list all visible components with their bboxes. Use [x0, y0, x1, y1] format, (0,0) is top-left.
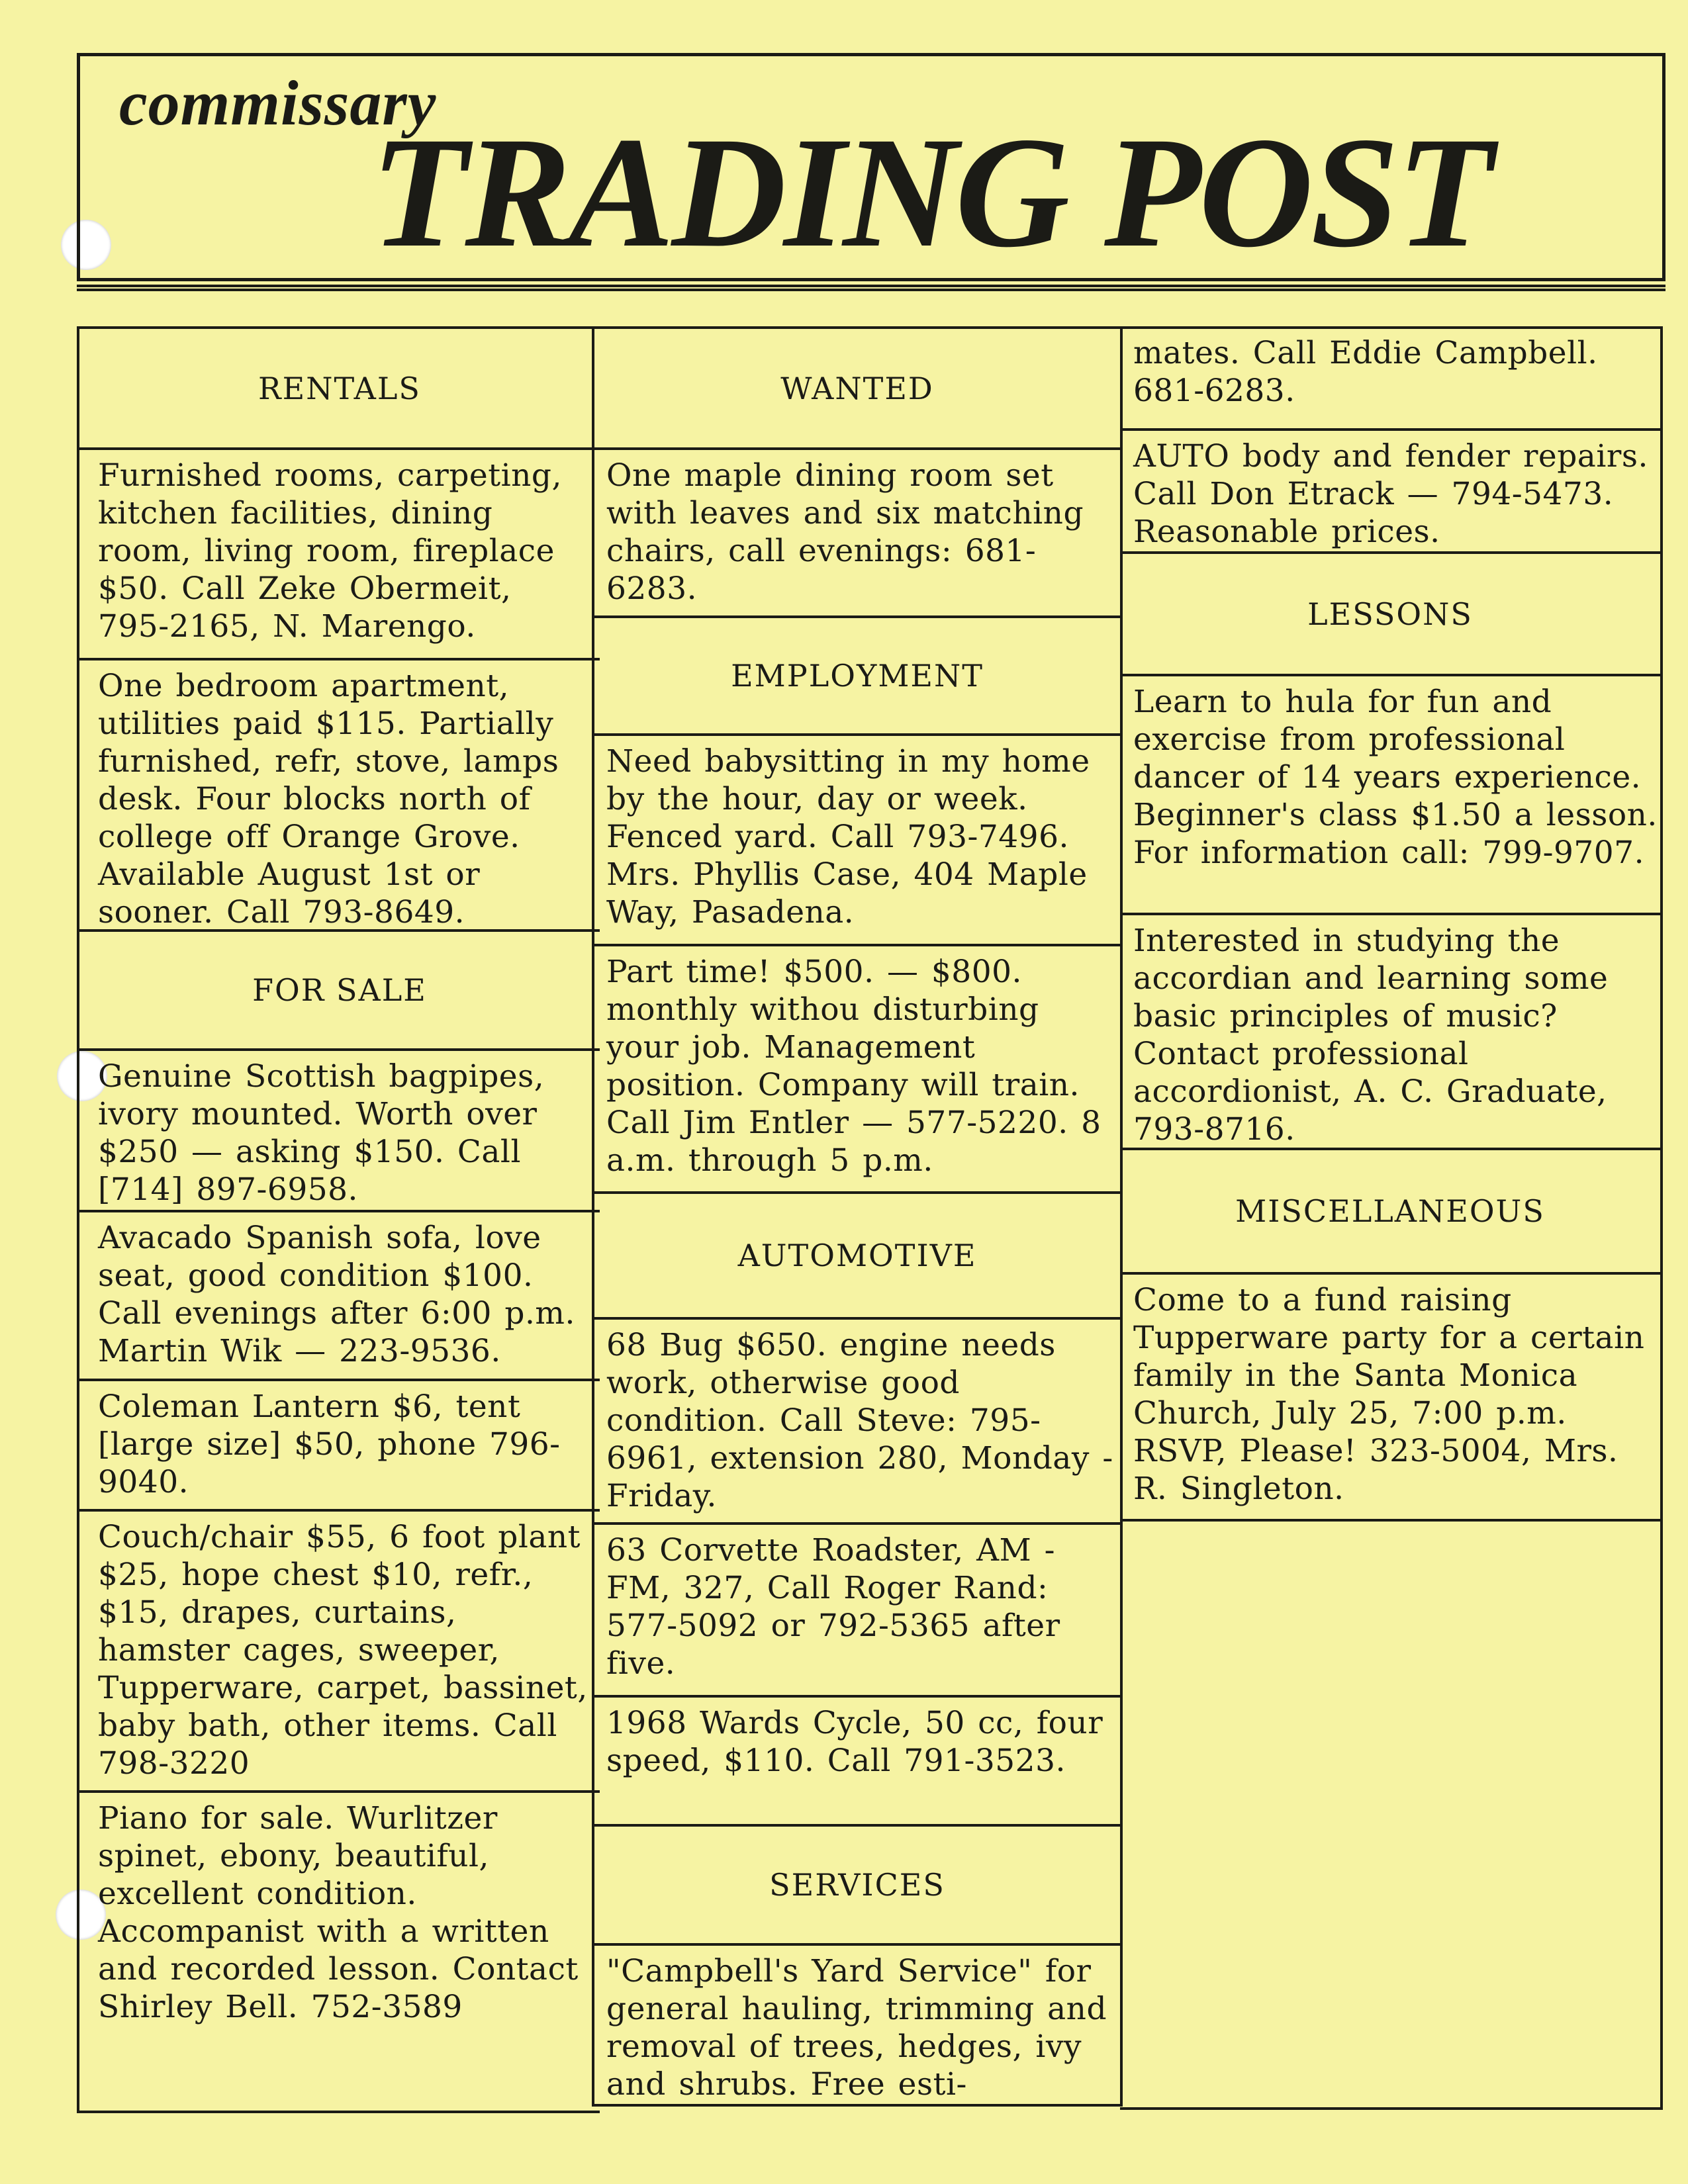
ad-for-sale-bagpipes: Genuine Scottish bagpipes, ivory mounted. Worth over $250 — asking $150. Call [714] 897-6958.: [79, 1051, 600, 1212]
ad-employment-babysitting: Need babysitting in my home by the hour, day or week. Fenced yard. Call 793-7496. Mrs. Phyllis Case, 404 Maple Way, Pasadena.: [594, 736, 1120, 946]
ad-services-yard-continued: mates. Call Eddie Campbell. 681-6283.: [1120, 329, 1660, 431]
ad-employment-part-time: Part time! $500. — $800. monthly withou disturbing your job. Management position. Company will train. Call Jim Entler — 577-5220. 8 a.m. through 5 p.m.: [594, 946, 1120, 1194]
section-heading-rentals: RENTALS: [79, 329, 600, 450]
section-heading-services: SERVICES: [594, 1827, 1120, 1946]
ad-automotive-cycle: 1968 Wards Cycle, 50 cc, four speed, $110. Call 791-3523.: [594, 1698, 1120, 1827]
ad-rentals-furnished-rooms: Furnished rooms, carpeting, kitchen facilities, dining room, living room, fireplace $50. Call Zeke Obermeit, 795-2165, N. Marengo.: [79, 450, 600, 660]
section-heading-wanted: WANTED: [594, 329, 1120, 450]
ad-wanted-dining-set: One maple dining room set with leaves and six matching chairs, call evenings: 681-6283.: [594, 450, 1120, 618]
section-heading-for-sale: FOR SALE: [79, 932, 600, 1051]
masthead-rule: [77, 285, 1665, 291]
section-heading-automotive: AUTOMOTIVE: [594, 1194, 1120, 1320]
ad-for-sale-lantern: Coleman Lantern $6, tent [large size] $50, phone 796-9040.: [79, 1381, 600, 1512]
ad-automotive-corvette: 63 Corvette Roadster, AM - FM, 327, Call Roger Rand: 577-5092 or 792-5365 after five.: [594, 1525, 1120, 1698]
ad-services-yard: "Campbell's Yard Service" for general hauling, trimming and removal of trees, hedges, ivy and shrubs. Free esti-: [606, 1953, 1107, 2103]
ad-rentals-one-bedroom: One bedroom apartment, utilities paid $115. Partially furnished, refr, stove, lamps desk. Four blocks north of college off Orange Grove. Available August 1st or sooner. Call 793-8649.: [79, 660, 600, 932]
section-heading-miscellaneous: MISCELLANEOUS: [1120, 1150, 1660, 1275]
ad-misc-tupperware: Come to a fund raising Tupperware party for a certain family in the Santa Monica Church, July 25, 7:00 p.m. RSVP, Please! 323-5004, Mrs. R. Singleton.: [1120, 1275, 1660, 1522]
section-heading-employment: EMPLOYMENT: [594, 618, 1120, 736]
section-heading-lessons: LESSONS: [1120, 554, 1660, 676]
ad-lessons-hula: Learn to hula for fun and exercise from professional dancer of 14 years experience. Beginner's class $1.50 a lesson. For information call: 799-9707.: [1120, 676, 1660, 915]
ad-for-sale-piano: Piano for sale. Wurlitzer spinet, ebony, beautiful, excellent condition. Accompanist with a written and recorded lesson. Contact Shirley Bell. 752-3589: [98, 1800, 579, 2025]
ad-lessons-accordian: Interested in studying the accordian and learning some basic principles of music? Contact professional accordionist, A. C. Graduate, 793-8716.: [1120, 915, 1660, 1150]
column-middle: [592, 326, 1123, 2107]
masthead-title: TRADING POST: [371, 104, 1491, 280]
ad-for-sale-sofa: Avacado Spanish sofa, love seat, good condition $100. Call evenings after 6:00 p.m. Martin Wik — 223-9536.: [79, 1212, 600, 1381]
column-right: [1120, 326, 1663, 2110]
ad-for-sale-couch: Couch/chair $55, 6 foot plant $25, hope chest $10, refr., $15, drapes, curtains, hamster cages, sweeper, Tupperware, carpet, bassinet, baby bath, other items. Call 798-3220: [79, 1512, 600, 1793]
column-left: [77, 326, 600, 2113]
ad-services-auto-body: AUTO body and fender repairs. Call Don Etrack — 794-5473. Reasonable prices.: [1120, 431, 1660, 554]
ad-automotive-bug: 68 Bug $650. engine needs work, otherwise good condition. Call Steve: 795-6961, extension 280, Monday - Friday.: [594, 1320, 1120, 1525]
masthead-subtitle: commissary: [119, 68, 437, 138]
